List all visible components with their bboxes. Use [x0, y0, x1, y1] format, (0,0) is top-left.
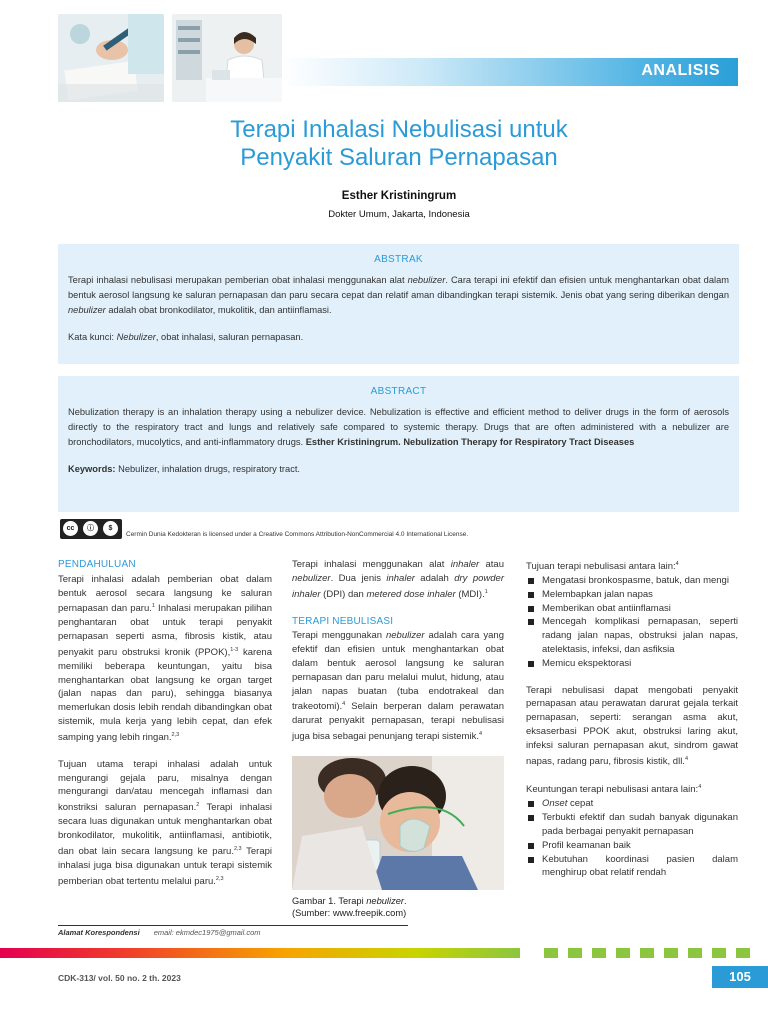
- cc-license-logo[interactable]: [60, 519, 122, 539]
- indications-paragraph: Terapi nebulisasi dapat mengobati penyakit pernapasan atau perawatan darurat gejala terkait pernapasan, seperti: serangan asma akut, eksaserbasi PPOK akut, obstruksi laring akut, infeksi saluran pernapasan akut, sindrom gawat napas, radang paru, fibrosis kistik, dll.$^4$: [526, 684, 738, 767]
- list-item: Memberikan obat antiinflamasi: [526, 602, 738, 616]
- abstrak-box: [58, 244, 739, 364]
- column-3: [526, 558, 738, 893]
- inhaler-paragraph: Terapi inhalasi menggunakan alat inhaler atau nebulizer. Dua jenis inhaler adalah dry powder inhaler (DPI) dan metered dose inhaler (MDI).$^1$: [292, 559, 504, 600]
- abstract-heading: ABSTRACT: [370, 386, 427, 397]
- list-item: Profil keamanan baik: [526, 839, 738, 853]
- doctor-at-desk-photo: [172, 14, 282, 102]
- correspondence-note: [58, 928, 261, 937]
- list-item: Memicu ekspektorasi: [526, 657, 738, 671]
- article-title: [0, 116, 768, 172]
- column-2: [292, 558, 504, 757]
- color-bar-square: [688, 948, 702, 958]
- color-bar-gradient: [0, 948, 520, 958]
- column-1: [58, 558, 272, 901]
- color-bar-square: [664, 948, 678, 958]
- by-icon: ⓘ: [83, 521, 98, 536]
- pendahuluan-paragraph-2: Tujuan utama terapi inhalasi adalah untuk mengurangi gejala paru, misalnya dengan mengurangi dan/atau mencegah inflamasi dan konstriksi saluran pernapasan.$^2$ Terapi inhalasi secara luas digunakan untuk menghantarkan obat bronkodilator, mukolitik, antiinflamasi, antibiotik, dan obat lain secara langsung ke paru.$^{2,3}$ Terapi inhalasi juga bisa digunakan untuk terapi sistemik pemberian obat tertentu melalui paru.$^{2,3}$: [58, 758, 273, 887]
- advantages-list: [526, 797, 738, 880]
- color-bar-square: [592, 948, 606, 958]
- color-bar-square: [616, 948, 630, 958]
- abstrak-heading: ABSTRAK: [374, 254, 423, 265]
- pendahuluan-heading: PENDAHULUAN: [58, 559, 136, 570]
- license-row: [60, 519, 740, 541]
- terapi-nebulisasi-heading: TERAPI NEBULISASI: [292, 615, 394, 627]
- color-bar-square: [712, 948, 726, 958]
- license-text: Cermin Dunia Kedokteran is licensed under a Creative Commons Attribution-NonCommercial 4.0 International License.: [126, 531, 469, 538]
- doctor-writing-photo: [58, 14, 164, 102]
- list-item: Kebutuhan koordinasi pasien dalam menghirup obat relatif rendah: [526, 853, 738, 881]
- list-item: Mencegah komplikasi pernapasan, seperti radang jalan napas, obstruksi jalan napas, atelektasis, infeksi, dan asfiksia: [526, 615, 738, 656]
- article-title-line1: Terapi Inhalasi Nebulisasi untuk: [230, 116, 568, 143]
- child-with-nebulizer-mask-photo: [292, 756, 504, 890]
- list-item: Mengatasi bronkospasme, batuk, dan mengi: [526, 574, 738, 588]
- advantages-intro: Keuntungan terapi nebulisasi antara lain:$^4$: [526, 784, 702, 796]
- abstract-box: [58, 376, 739, 512]
- abstrak-keywords: Kata kunci: Nebulizer, obat inhalasi, saluran pernapasan.: [68, 332, 304, 342]
- list-item: Onset cepat: [526, 797, 738, 811]
- list-item: Melembapkan jalan napas: [526, 588, 738, 602]
- footnote-divider: [58, 925, 408, 926]
- correspondence-email: email: ekmdec1975@gmail.com: [153, 928, 261, 937]
- page-number: 105: [712, 966, 768, 988]
- correspondence-label: Alamat Korespondensi: [58, 928, 140, 937]
- journal-citation: CDK-313/ vol. 50 no. 2 th. 2023: [58, 973, 181, 983]
- color-bar-square: [544, 948, 558, 958]
- article-title-line2: Penyakit Saluran Pernapasan: [240, 144, 558, 171]
- nebulisasi-paragraph: Terapi menggunakan nebulizer adalah cara yang efektif dan efisien untuk menghantarkan obat dalam bentuk aerosol langsung ke saluran pernapasan dan paru melalui mulut, hidung, atau jalan napas buatan (tuba endotrakeal dan trakeotomi).$^4$ Selain berperan dalam perawatan darurat penyakit pernapasan, terapi nebulisasi juga bisa sebagai penunjang terapi sistemik.$^4$: [292, 630, 504, 743]
- abstract-body: Nebulization therapy is an inhalation therapy using a nebulizer device. Nebulization is effective and efficient method to deliver drugs in the form of aerosols directly to the respiratory tract and lungs and relatively safe compared to systemic therapy. Drugs that are often administered with a nebulizer are bronchodilators, mucolytics, and anti-inflammatory drugs. Esther Kristiningrum. Nebulization Therapy for Respiratory Tract Diseases: [68, 407, 729, 447]
- abstract-keywords: Keywords: Nebulizer, inhalation drugs, respiratory tract.: [68, 464, 301, 474]
- color-bar-square: [568, 948, 582, 958]
- list-item: Terbukti efektif dan sudah banyak digunakan pada berbagai penyakit pernapasan: [526, 811, 738, 839]
- figure-caption: Gambar 1. Terapi nebulizer. (Sumber: www.freepik.com): [292, 896, 407, 918]
- pendahuluan-paragraph-1: Terapi inhalasi adalah pemberian obat dalam bentuk aerosol secara langsung ke saluran pernapasan dan paru.$^1$ Inhalasi merupakan pilihan penghantaran obat untuk terapi penyakit pernapasan seperti asma, fibrosis kistik, atau penyakit paru obstruksi kronik (PPOK),$^{1-3}$ karena memiliki beberapa keuntungan, yaitu bisa menghantarkan obat langsung ke organ target (jalan napas dan paru), sehingga biasanya memerlukan dosis lebih rendah dibandingkan obat sistemik, mula kerja yang lebih cepat, dan efek samping yang lebih ringan.$^{2,3}$: [58, 573, 272, 744]
- section-label: ANALISIS: [641, 62, 720, 79]
- author-name: Esther Kristiningrum: [341, 190, 457, 202]
- color-bar-square: [640, 948, 654, 958]
- cc-icon: cc: [63, 521, 78, 536]
- goals-list: [526, 574, 738, 671]
- nc-icon: $: [103, 521, 118, 536]
- author-affiliation: Dokter Umum, Jakarta, Indonesia: [328, 209, 470, 220]
- color-bar-square: [736, 948, 750, 958]
- abstrak-body: Terapi inhalasi nebulisasi merupakan pemberian obat inhalasi menggunakan alat nebulizer. Cara terapi ini efektif dan efisien untuk menghantarkan obat dalam bentuk aerosol langsung ke saluran pernapasan dan paru secara cepat dan relatif aman dibandingkan terapi sistemik. Jenis obat yang sering diberikan dengan nebulizer adalah obat bronkodilator, mukolitik, dan antiinflamasi.: [68, 275, 730, 315]
- color-bar: [0, 948, 768, 958]
- goals-intro: Tujuan terapi nebulisasi antara lain:$^4$: [526, 561, 679, 573]
